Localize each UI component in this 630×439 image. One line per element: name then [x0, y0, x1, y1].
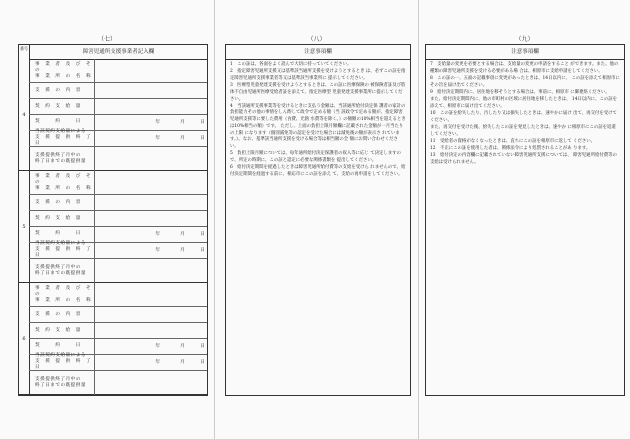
month-label: 月	[180, 136, 185, 142]
row-value-field[interactable]	[95, 307, 207, 322]
notes-box	[425, 44, 625, 396]
row-label: 契 約 日	[29, 115, 95, 130]
page-label: （八）	[307, 36, 326, 43]
row-label: 支援提供終了月中の 終了日までの既提供量	[29, 259, 95, 283]
page-eight	[214, 0, 418, 439]
page-label: （九）	[515, 36, 534, 43]
notes-list	[430, 62, 620, 167]
note-item: 7 支給量の変更を必要とする場合は、支給量の変更の申請をすること ができます。また、他の種類の障害児通所支援を受ける必要がある場 合は、相原市に支給申請をしてください。	[430, 62, 619, 74]
row-value-field[interactable]	[95, 131, 207, 146]
column-header-number: 番号	[20, 46, 28, 51]
day-label: 日	[200, 344, 205, 350]
entry-section	[19, 59, 207, 171]
year-label: 年	[155, 248, 161, 254]
row-value-field[interactable]	[95, 83, 207, 98]
row-label: 支 援 の 内 容	[29, 83, 95, 98]
row-value-field[interactable]	[95, 99, 207, 114]
entry-row	[29, 259, 207, 283]
row-label: 事 業 者 及 び そ の 事 業 所 の 名 称	[29, 283, 95, 306]
section-number: 5	[19, 171, 30, 282]
row-value-field[interactable]	[95, 227, 207, 242]
note-item: 13 給付決定の内容欄に記載されていない障害児通所支援については、 障害児通所給付費等の支給は受けられません。	[430, 153, 617, 165]
provider-entry-table	[18, 44, 208, 396]
row-label: 事 業 者 及 び そ の 事 業 所 の 名 称	[29, 171, 95, 194]
entry-row	[29, 171, 207, 195]
entry-section	[19, 171, 207, 283]
row-label: 支 援 の 内 容	[29, 307, 95, 322]
row-value-field[interactable]	[95, 211, 207, 226]
day-label: 日	[200, 232, 205, 238]
day-label: 日	[200, 136, 205, 142]
note-item: 9 給付決定期間内に、居住地を移そうとする場合は、事前に、相原市 に御連絡ください。	[430, 89, 610, 95]
month-label: 月	[180, 248, 185, 254]
section-number: 4	[19, 59, 30, 170]
month-label: 月	[180, 360, 185, 366]
row-label: 当該契約支給量による 支 援 提 供 終 了 日	[29, 131, 95, 146]
page-nine	[418, 0, 630, 439]
row-value-field[interactable]	[95, 195, 207, 210]
entry-row	[29, 283, 207, 307]
entry-row	[29, 131, 207, 147]
month-label: 月	[180, 344, 185, 350]
entry-row	[29, 147, 207, 171]
row-label: 契 約 支 給 量	[29, 211, 95, 226]
day-label: 日	[200, 248, 205, 254]
table-title: 障害児通所支援事業者記入欄	[29, 45, 207, 60]
row-value-field[interactable]	[95, 147, 207, 171]
row-label: 契 約 日	[29, 339, 95, 354]
page-seven	[0, 0, 214, 439]
row-label: 契 約 支 給 量	[29, 323, 95, 338]
note-item: 4 当該通所支援事業等を受けるときに支払う金額は、当該通所給付決定保 護者の家計の負担能力その他の事情をしん酌して政令で定める額（当 該政令で定める額が、指定障害児通所支援等に要した費用（食費、光熱 水費等を除く。）の額額の10%相当を超えるときは10%相当の額）です。 ただし、上面の負担上限月額欄に記載された金額が一月当たりの上限 になります（個別減免等の認定を受けた場合には減免後の額が表示さ れています。）。なお、基準該当通所支援を受ける場合等は相当額の全 額にお問い合わせください。	[230, 103, 406, 149]
note-item: 6 給付決定期間を経過したときは障害児通所給付費等の支給を受けら れませんので、給付決定期間を経過する前に、相応市にこの証を添え て、支給の再申請をしてください。	[230, 165, 406, 177]
row-value-field[interactable]	[95, 355, 207, 370]
row-value-field[interactable]	[95, 243, 207, 258]
row-value-field[interactable]	[95, 171, 207, 194]
entry-row	[29, 243, 207, 259]
entry-row	[29, 211, 207, 227]
row-value-field[interactable]	[95, 115, 207, 130]
row-label: 契 約 日	[29, 227, 95, 242]
entry-row	[29, 195, 207, 211]
note-item: 3 医療型児童発達支援を受けようとするときは、この証に医療保険の 被保険者証及び肢体不自由児通所医療受給者証を添えて、指定医療型 児童発達支援事業所に提示してください。	[230, 83, 406, 102]
year-label: 年	[155, 232, 161, 238]
row-value-field[interactable]	[95, 259, 207, 283]
year-label: 年	[155, 360, 161, 366]
row-value-field[interactable]	[95, 59, 207, 82]
row-label: 当該契約支給量による 支 援 提 供 終 了 日	[29, 355, 95, 370]
row-value-field[interactable]	[95, 339, 207, 354]
page-label: （七）	[97, 36, 116, 43]
entry-section	[19, 283, 207, 395]
note-item: また、再交付を受けた後、紛失したこの証を発見したときは、速やか に相原市にこの証を返還してください。	[430, 124, 616, 137]
note-item: また、給付決定期間内に、他の市町村の区域に居住地を移したときは、 14日以内に、この証を添えて、相原市に届け出てください。	[430, 97, 618, 109]
year-label: 年	[155, 120, 161, 126]
note-item: 2 指定障害児通所支援又は基準該当通所支援を受けようとするとき は、必ずこの証を指定障害児通所支援事業者等又は基準該当事業所に 提示してください。	[230, 69, 406, 81]
year-label: 年	[155, 136, 161, 142]
row-label: 契 約 支 給 量	[29, 99, 95, 114]
entry-row	[29, 83, 207, 99]
note-item: 1 この証は、各面をよく読んで大切に持っていてください。	[230, 62, 352, 67]
entry-row	[29, 355, 207, 371]
row-value-field[interactable]	[95, 323, 207, 338]
row-label: 当該契約支給量による 支 援 提 供 終 了 日	[29, 243, 95, 258]
notes-title: 注意事項欄	[226, 45, 410, 60]
note-item: 8 この証の一、五面の記載事項に変更があったときは、14日以内に、 この証を添えて相原市にその旨を届け出てください。	[430, 75, 620, 88]
row-label: 支援提供終了月中の 終了日までの既提供量	[29, 371, 95, 395]
month-label: 月	[180, 120, 185, 126]
section-number: 6	[19, 283, 30, 394]
entry-row	[29, 371, 207, 395]
note-item: 12 不正にこの証を使用した者は、関係法令により処罰されることがあ ります。	[430, 145, 591, 151]
row-value-field[interactable]	[95, 283, 207, 306]
day-label: 日	[200, 360, 205, 366]
entry-row	[29, 307, 207, 323]
notes-title: 注意事項欄	[426, 45, 624, 60]
note-item: 11 受給者の資格がなくなったときは、直ちにこの証を相原市に返して ください。	[430, 138, 596, 144]
month-label: 月	[180, 232, 185, 238]
note-item: 10 この証を紛失したり、汚したり又は損失したときは、速やかに届け 出て、再交付を受けてください。	[430, 110, 617, 123]
row-value-field[interactable]	[95, 371, 207, 395]
row-label: 支 援 の 内 容	[29, 195, 95, 210]
year-label: 年	[155, 344, 161, 350]
notes-list	[230, 62, 406, 179]
entry-row	[29, 323, 207, 339]
notes-box	[225, 44, 411, 396]
day-label: 日	[200, 120, 205, 126]
note-item: 5 負担上限月額については、毎年通所給付決定保護者の収入等に応じ て決定しますので、所定の時期に、この証と認定に必要な関係書類を 提出してください。	[230, 151, 401, 163]
row-label: 事 業 者 及 び そ の 事 業 所 の 名 称	[29, 59, 95, 82]
entry-row	[29, 99, 207, 115]
entry-row	[29, 59, 207, 83]
row-label: 支援提供終了月中の 終了日までの既提供量	[29, 147, 95, 171]
